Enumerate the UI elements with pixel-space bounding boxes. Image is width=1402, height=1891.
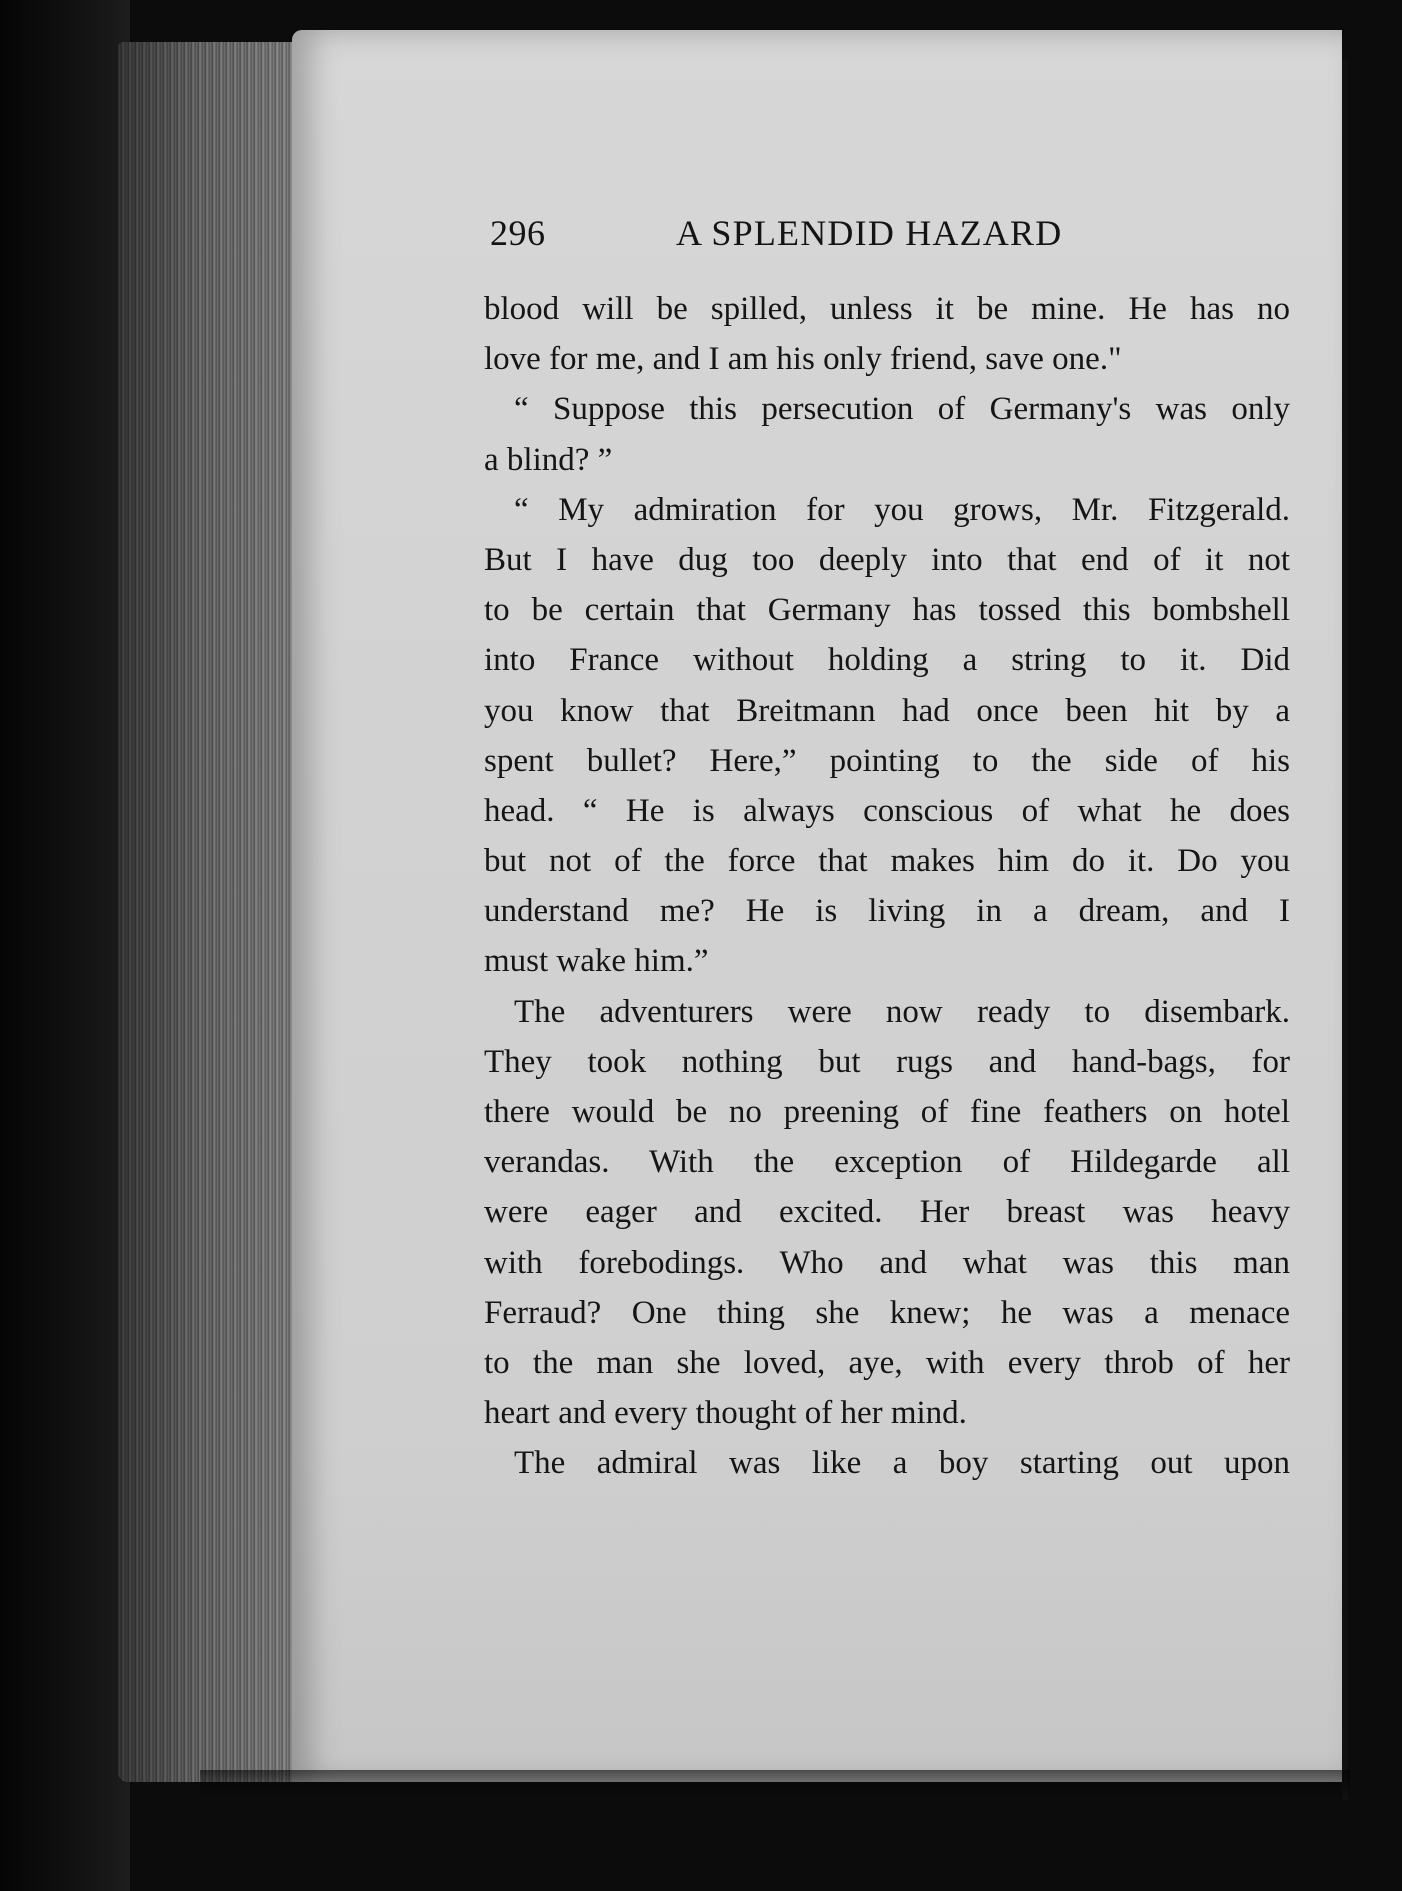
book-page-edges	[118, 42, 298, 1782]
text-line: with forebodings. Who and what was this man	[484, 1244, 1290, 1281]
text-line: must wake him.”	[484, 943, 709, 980]
text-line: head. “ He is always conscious of what he does	[484, 792, 1290, 829]
text-line: “ Suppose this persecution of Germany's was only	[514, 391, 1290, 428]
running-head: A SPLENDID HAZARD	[676, 213, 1063, 253]
text-line: to be certain that Germany has tossed this bombshell	[484, 592, 1290, 629]
text-line: to the man she loved, aye, with every throb of her	[484, 1344, 1290, 1381]
text-line: spent bullet? Here,” pointing to the side of his	[484, 742, 1290, 779]
text-line: Ferraud? One thing she knew; he was a menace	[484, 1294, 1290, 1331]
text-line: But I have dug too deeply into that end of it not	[484, 541, 1290, 578]
text-line: love for me, and I am his only friend, save one."	[484, 341, 1122, 378]
text-line: a blind? ”	[484, 441, 613, 478]
text-line: The adventurers were now ready to disembark.	[514, 993, 1290, 1030]
scan-background	[0, 0, 130, 1891]
page-bottom-shadow	[200, 1770, 1350, 1800]
text-line: The admiral was like a boy starting out upon	[514, 1445, 1290, 1482]
text-line: there would be no preening of fine feathers on hotel	[484, 1094, 1290, 1130]
text-line: “ My admiration for you grows, Mr. Fitzgerald.	[514, 491, 1290, 528]
page-number: 296	[490, 213, 546, 253]
body-text	[484, 284, 1290, 1489]
text-line: They took nothing but rugs and hand-bags, for	[484, 1043, 1290, 1080]
text-line: heart and every thought of her mind.	[484, 1395, 967, 1432]
text-line: you know that Breitmann had once been hit by a	[484, 692, 1290, 729]
text-line: were eager and excited. Her breast was heavy	[484, 1194, 1290, 1231]
text-line: verandas. With the exception of Hildegarde all	[484, 1144, 1290, 1181]
text-line: into France without holding a string to it. Did	[484, 642, 1290, 679]
text-line: understand me? He is living in a dream, and I	[484, 893, 1290, 930]
page-header	[490, 212, 1130, 260]
page-gutter-shadow	[1342, 60, 1348, 1800]
text-line: but not of the force that makes him do it. Do you	[484, 843, 1290, 880]
text-line: blood will be spilled, unless it be mine. He has no	[484, 291, 1290, 327]
